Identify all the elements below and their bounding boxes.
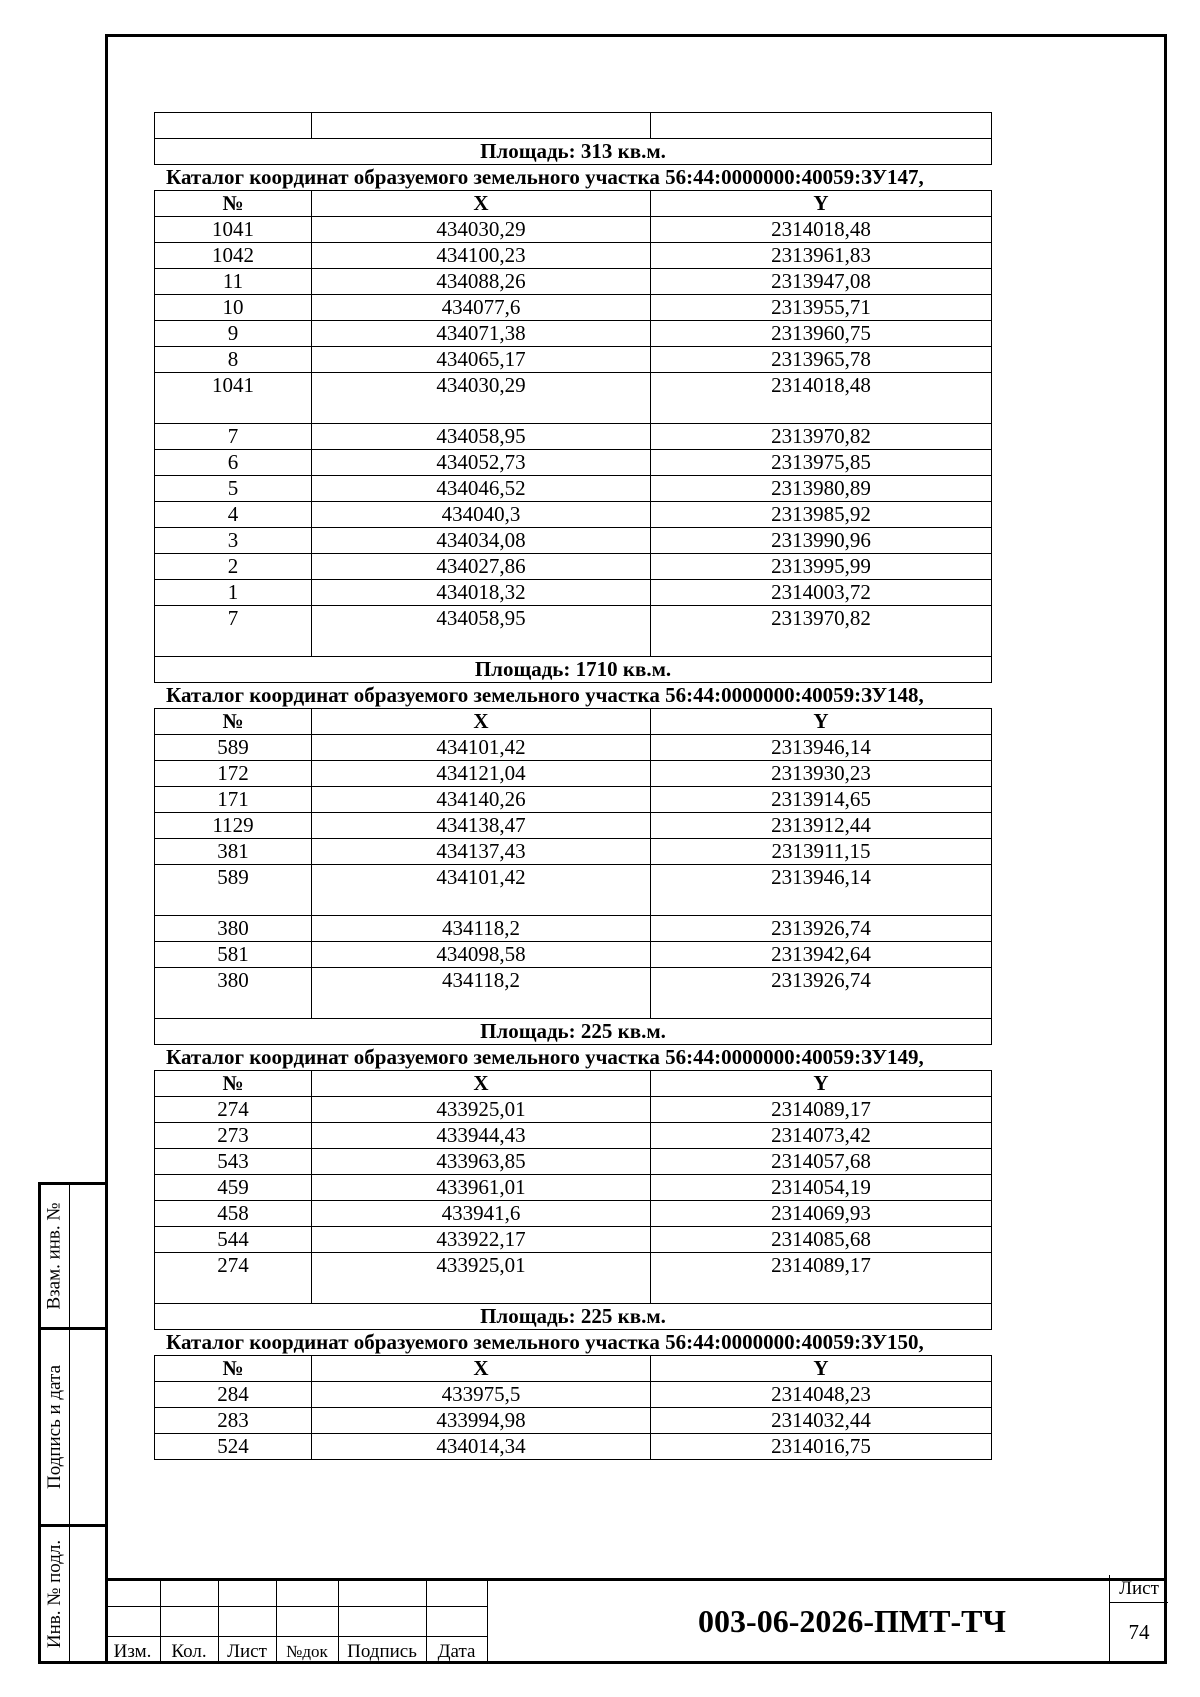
point-number-cell: 4 [155, 502, 312, 528]
table-row [155, 968, 992, 1019]
table-row [155, 450, 992, 476]
table-row [155, 942, 992, 968]
table-row [155, 1175, 992, 1201]
point-number-cell: 589 [155, 865, 312, 916]
y-coordinate-cell: 2313995,99 [651, 554, 992, 580]
y-coordinate-cell: 2313947,08 [651, 269, 992, 295]
x-coordinate-cell: 434077,6 [312, 295, 651, 321]
catalog-title: Каталог координат образуемого земельного участка 56:44:0000000:40059:ЗУ149, [166, 1045, 924, 1069]
point-number-cell: 1041 [155, 217, 312, 243]
point-number-cell: 9 [155, 321, 312, 347]
column-header: Y [651, 1356, 992, 1382]
x-coordinate-cell: 434034,08 [312, 528, 651, 554]
x-coordinate-cell: 433961,01 [312, 1175, 651, 1201]
point-number-cell: 7 [155, 606, 312, 657]
label-vzam-inv: Взам. инв. № [44, 1202, 66, 1310]
column-header: № [155, 191, 312, 217]
x-coordinate-cell: 434138,47 [312, 813, 651, 839]
x-coordinate-cell: 434101,42 [312, 865, 651, 916]
y-coordinate-cell: 2313980,89 [651, 476, 992, 502]
x-coordinate-cell: 433994,98 [312, 1408, 651, 1434]
column-header: Y [651, 191, 992, 217]
y-coordinate-cell: 2314073,42 [651, 1123, 992, 1149]
y-coordinate-cell: 2314054,19 [651, 1175, 992, 1201]
y-coordinate-cell: 2313955,71 [651, 295, 992, 321]
table-header-row [155, 191, 992, 217]
y-coordinate-cell: 2314003,72 [651, 580, 992, 606]
x-coordinate-cell: 434088,26 [312, 269, 651, 295]
area-value: Площадь: 225 кв.м. [155, 1304, 992, 1330]
column-header: X [312, 1356, 651, 1382]
x-coordinate-cell: 434027,86 [312, 554, 651, 580]
coordinates-table [154, 708, 992, 1045]
table-row [155, 269, 992, 295]
y-coordinate-cell: 2314016,75 [651, 1434, 992, 1460]
table-row [155, 243, 992, 269]
catalog-section [154, 1045, 992, 1330]
column-header: Y [651, 1071, 992, 1097]
col-izm: Изм. [113, 1641, 152, 1662]
point-number-cell: 274 [155, 1253, 312, 1304]
table-row [155, 424, 992, 450]
table-row [155, 1201, 992, 1227]
table-row [155, 347, 992, 373]
y-coordinate-cell: 2314032,44 [651, 1408, 992, 1434]
point-number-cell: 581 [155, 942, 312, 968]
x-coordinate-cell: 434118,2 [312, 916, 651, 942]
y-coordinate-cell: 2313970,82 [651, 606, 992, 657]
point-number-cell: 544 [155, 1227, 312, 1253]
y-coordinate-cell: 2314089,17 [651, 1253, 992, 1304]
table-row [155, 528, 992, 554]
x-coordinate-cell: 434101,42 [312, 735, 651, 761]
table-header-row [155, 1071, 992, 1097]
y-coordinate-cell: 2314018,48 [651, 217, 992, 243]
col-data: Дата [437, 1641, 476, 1662]
table-row [155, 321, 992, 347]
table-row [155, 1123, 992, 1149]
x-coordinate-cell: 434014,34 [312, 1434, 651, 1460]
coordinates-table [154, 1355, 992, 1460]
y-coordinate-cell: 2313960,75 [651, 321, 992, 347]
x-coordinate-cell [312, 113, 651, 139]
y-coordinate-cell: 2314018,48 [651, 373, 992, 424]
coordinates-table [154, 112, 992, 165]
coordinate-catalogs [154, 112, 992, 1460]
catalog-section [154, 1330, 992, 1460]
point-number-cell: 1042 [155, 243, 312, 269]
col-ndok: №док [286, 1642, 328, 1661]
x-coordinate-cell: 434071,38 [312, 321, 651, 347]
y-coordinate-cell [651, 113, 992, 139]
label-podpis-data: Подпись и дата [44, 1364, 65, 1490]
point-number-cell: 273 [155, 1123, 312, 1149]
col-kol: Кол. [171, 1641, 207, 1662]
table-row [155, 813, 992, 839]
y-coordinate-cell: 2313926,74 [651, 968, 992, 1019]
point-number-cell: 589 [155, 735, 312, 761]
y-coordinate-cell: 2313990,96 [651, 528, 992, 554]
x-coordinate-cell: 434030,29 [312, 217, 651, 243]
x-coordinate-cell: 434137,43 [312, 839, 651, 865]
table-row [155, 1253, 992, 1304]
area-value: Площадь: 225 кв.м. [155, 1019, 992, 1045]
point-number-cell: 283 [155, 1408, 312, 1434]
x-coordinate-cell: 434052,73 [312, 450, 651, 476]
table-row [155, 1434, 992, 1460]
y-coordinate-cell: 2313946,14 [651, 735, 992, 761]
point-number-cell: 6 [155, 450, 312, 476]
y-coordinate-cell: 2314089,17 [651, 1097, 992, 1123]
y-coordinate-cell: 2314057,68 [651, 1149, 992, 1175]
x-coordinate-cell: 433963,85 [312, 1149, 651, 1175]
x-coordinate-cell: 434030,29 [312, 373, 651, 424]
x-coordinate-cell: 434140,26 [312, 787, 651, 813]
catalog-section [154, 112, 992, 165]
area-value: Площадь: 313 кв.м. [155, 139, 992, 165]
y-coordinate-cell: 2313914,65 [651, 787, 992, 813]
y-coordinate-cell: 2313911,15 [651, 839, 992, 865]
binding-strip-inv [38, 1524, 105, 1664]
column-header: № [155, 709, 312, 735]
point-number-cell: 2 [155, 554, 312, 580]
col-list: Лист [227, 1641, 267, 1662]
point-number-cell: 8 [155, 347, 312, 373]
table-row [155, 916, 992, 942]
table-row [155, 554, 992, 580]
point-number-cell: 3 [155, 528, 312, 554]
sheet-label: Лист [1110, 1575, 1168, 1603]
table-row [155, 373, 992, 424]
x-coordinate-cell: 434040,3 [312, 502, 651, 528]
table-row [155, 295, 992, 321]
y-coordinate-cell: 2313926,74 [651, 916, 992, 942]
table-row [155, 1382, 992, 1408]
point-number-cell: 459 [155, 1175, 312, 1201]
point-number-cell: 5 [155, 476, 312, 502]
point-number-cell: 380 [155, 968, 312, 1019]
catalog-section [154, 683, 992, 1045]
table-row [155, 865, 992, 916]
table-row [155, 113, 992, 139]
point-number-cell [155, 113, 312, 139]
x-coordinate-cell: 434046,52 [312, 476, 651, 502]
table-row [155, 1097, 992, 1123]
table-row [155, 606, 992, 657]
sheet-number: 74 [1128, 1620, 1150, 1644]
x-coordinate-cell: 434098,58 [312, 942, 651, 968]
x-coordinate-cell: 433925,01 [312, 1253, 651, 1304]
table-row [155, 735, 992, 761]
x-coordinate-cell: 434058,95 [312, 606, 651, 657]
table-row [155, 1408, 992, 1434]
table-row [155, 217, 992, 243]
point-number-cell: 1129 [155, 813, 312, 839]
y-coordinate-cell: 2313975,85 [651, 450, 992, 476]
column-header: X [312, 191, 651, 217]
y-coordinate-cell: 2313961,83 [651, 243, 992, 269]
x-coordinate-cell: 433922,17 [312, 1227, 651, 1253]
column-header: № [155, 1356, 312, 1382]
point-number-cell: 171 [155, 787, 312, 813]
y-coordinate-cell: 2313930,23 [651, 761, 992, 787]
point-number-cell: 11 [155, 269, 312, 295]
y-coordinate-cell: 2314069,93 [651, 1201, 992, 1227]
table-header-row [155, 709, 992, 735]
point-number-cell: 524 [155, 1434, 312, 1460]
title-block [105, 1578, 1167, 1664]
point-number-cell: 380 [155, 916, 312, 942]
column-header: X [312, 709, 651, 735]
x-coordinate-cell: 434121,04 [312, 761, 651, 787]
table-row [155, 1149, 992, 1175]
table-row [155, 580, 992, 606]
point-number-cell: 458 [155, 1201, 312, 1227]
catalog-title: Каталог координат образуемого земельного участка 56:44:0000000:40059:ЗУ148, [166, 683, 924, 707]
binding-strip-podpis [38, 1327, 105, 1527]
area-row [155, 1019, 992, 1045]
x-coordinate-cell: 434118,2 [312, 968, 651, 1019]
sheet-box [1109, 1575, 1168, 1664]
column-header: X [312, 1071, 651, 1097]
point-number-cell: 7 [155, 424, 312, 450]
y-coordinate-cell: 2313946,14 [651, 865, 992, 916]
area-row [155, 657, 992, 683]
revision-grid [105, 1578, 487, 1664]
table-row [155, 1227, 992, 1253]
table-row [155, 476, 992, 502]
binding-strip-vzam [38, 1182, 105, 1330]
table-row [155, 761, 992, 787]
x-coordinate-cell: 433975,5 [312, 1382, 651, 1408]
point-number-cell: 543 [155, 1149, 312, 1175]
col-podpis: Подпись [347, 1641, 417, 1662]
coordinates-table [154, 190, 992, 683]
coordinates-table [154, 1070, 992, 1330]
column-header: № [155, 1071, 312, 1097]
point-number-cell: 1 [155, 580, 312, 606]
x-coordinate-cell: 433925,01 [312, 1097, 651, 1123]
area-row [155, 1304, 992, 1330]
table-row [155, 787, 992, 813]
x-coordinate-cell: 434018,32 [312, 580, 651, 606]
y-coordinate-cell: 2314085,68 [651, 1227, 992, 1253]
table-row [155, 839, 992, 865]
y-coordinate-cell: 2313912,44 [651, 813, 992, 839]
x-coordinate-cell: 433944,43 [312, 1123, 651, 1149]
x-coordinate-cell: 433941,6 [312, 1201, 651, 1227]
x-coordinate-cell: 434058,95 [312, 424, 651, 450]
y-coordinate-cell: 2313970,82 [651, 424, 992, 450]
point-number-cell: 284 [155, 1382, 312, 1408]
column-header: Y [651, 709, 992, 735]
point-number-cell: 274 [155, 1097, 312, 1123]
point-number-cell: 172 [155, 761, 312, 787]
y-coordinate-cell: 2314048,23 [651, 1382, 992, 1408]
point-number-cell: 10 [155, 295, 312, 321]
catalog-title: Каталог координат образуемого земельного участка 56:44:0000000:40059:ЗУ147, [166, 165, 924, 189]
y-coordinate-cell: 2313985,92 [651, 502, 992, 528]
area-row [155, 139, 992, 165]
x-coordinate-cell: 434065,17 [312, 347, 651, 373]
y-coordinate-cell: 2313942,64 [651, 942, 992, 968]
label-inv-podl: Инв. № подл. [44, 1539, 66, 1649]
table-row [155, 502, 992, 528]
area-value: Площадь: 1710 кв.м. [155, 657, 992, 683]
document-code: 003-06-2026-ПМТ-ТЧ [698, 1602, 1006, 1639]
x-coordinate-cell: 434100,23 [312, 243, 651, 269]
point-number-cell: 381 [155, 839, 312, 865]
catalog-title: Каталог координат образуемого земельного участка 56:44:0000000:40059:ЗУ150, [166, 1330, 924, 1354]
table-header-row [155, 1356, 992, 1382]
catalog-section [154, 165, 992, 683]
y-coordinate-cell: 2313965,78 [651, 347, 992, 373]
point-number-cell: 1041 [155, 373, 312, 424]
